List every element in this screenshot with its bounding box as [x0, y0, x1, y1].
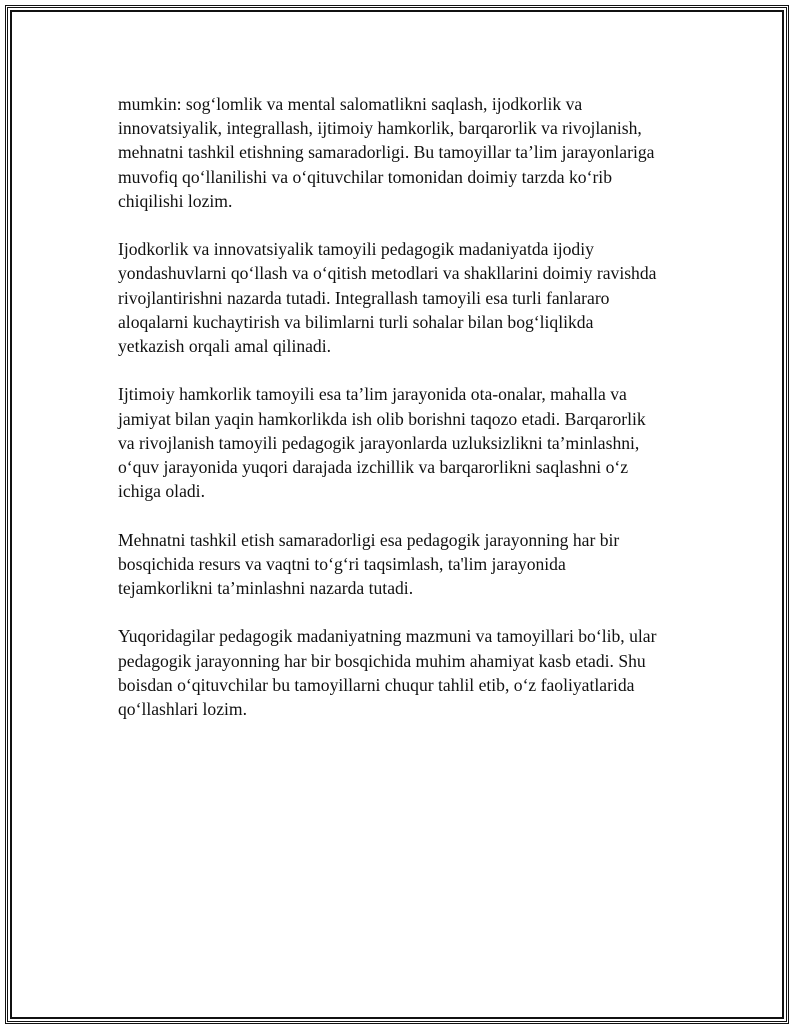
document-body	[118, 92, 718, 745]
paragraph-conclusion: Yuqoridagilar pedagogik madaniyatning mazmuni va tamoyillari bo‘lib, ular pedagogik jarayonning har bir bosqichida muhim ahamiyat kasb etadi. Shu boisdan o‘qituvchilar bu tamoyillarni chuqur tahlil etib, o‘z faoliyatlarida qo‘llashlari lozim.	[118, 626, 657, 720]
paragraph-principles-list: mumkin: sog‘lomlik va mental salomatlikni saqlash, ijodkorlik va innovatsiyalik, integrallash, ijtimoiy hamkorlik, barqarorlik va rivojlanish, mehnatni tashkil etishning samaradorligi. Bu tamoyillar ta’lim jarayonlariga muvofiq qo‘llanilishi va o‘qituvchilar tomonidan doimiy tarzda ko‘rib chiqilishi lozim.	[118, 94, 655, 211]
paragraph-social-cooperation: Ijtimoiy hamkorlik tamoyili esa ta’lim jarayonida ota-onalar, mahalla va jamiyat bilan yaqin hamkorlikda ish olib borishni taqozo etadi. Barqarorlik va rivojlanish tamoyili pedagogik jarayonlarda uzluksizlikni ta’minlashni, o‘quv jarayonida yuqori darajada izchillik va barqarorlikni saqlashni o‘z ichiga oladi.	[118, 384, 646, 502]
paragraph-creativity-integration: Ijodkorlik va innovatsiyalik tamoyili pedagogik madaniyatda ijodiy yondashuvlarni qo‘llash va o‘qitish metodlari va shakllarini doimiy ravishda rivojlantirishni nazarda tutadi. Integrallash tamoyili esa turli fanlararo aloqalarni kuchaytirish va bilimlarni turli sohalar bilan bog‘liqlikda yetkazish orqali amal qilinadi.	[118, 239, 657, 357]
paragraph-labor-efficiency: Mehnatni tashkil etish samaradorligi esa pedagogik jarayonning har bir bosqichida resurs va vaqtni to‘g‘ri taqsimlash, ta'lim jarayonida tejamkorlikni ta’minlashni nazarda tutadi.	[118, 529, 620, 599]
